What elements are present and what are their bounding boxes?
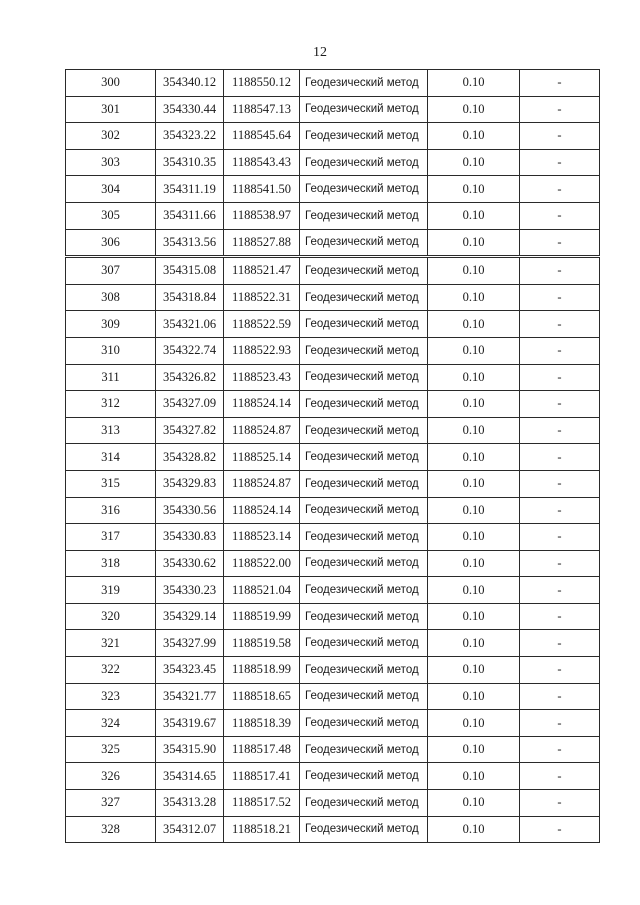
method-cell: Геодезический метод bbox=[300, 391, 428, 418]
method-cell: Геодезический метод bbox=[300, 816, 428, 843]
point-number-cell: 327 bbox=[66, 790, 156, 817]
method-cell: Геодезический метод bbox=[300, 683, 428, 710]
x-coordinate-cell: 354328.82 bbox=[156, 444, 224, 471]
note-cell: - bbox=[520, 417, 600, 444]
x-coordinate-cell: 354314.65 bbox=[156, 763, 224, 790]
precision-cell: 0.10 bbox=[428, 657, 520, 684]
y-coordinate-cell: 1188523.43 bbox=[224, 364, 300, 391]
point-number-cell: 302 bbox=[66, 123, 156, 150]
table-row bbox=[66, 311, 600, 338]
y-coordinate-cell: 1188521.47 bbox=[224, 257, 300, 285]
y-coordinate-cell: 1188518.65 bbox=[224, 683, 300, 710]
x-coordinate-cell: 354322.74 bbox=[156, 337, 224, 364]
precision-cell: 0.10 bbox=[428, 790, 520, 817]
note-cell: - bbox=[520, 202, 600, 229]
precision-cell: 0.10 bbox=[428, 149, 520, 176]
table-row bbox=[66, 683, 600, 710]
y-coordinate-cell: 1188517.48 bbox=[224, 736, 300, 763]
x-coordinate-cell: 354312.07 bbox=[156, 816, 224, 843]
table-row bbox=[66, 790, 600, 817]
precision-cell: 0.10 bbox=[428, 257, 520, 285]
point-number-cell: 307 bbox=[66, 257, 156, 285]
method-cell: Геодезический метод bbox=[300, 603, 428, 630]
method-cell: Геодезический метод bbox=[300, 657, 428, 684]
table-row bbox=[66, 763, 600, 790]
precision-cell: 0.10 bbox=[428, 577, 520, 604]
point-number-cell: 311 bbox=[66, 364, 156, 391]
note-cell: - bbox=[520, 149, 600, 176]
table-row bbox=[66, 257, 600, 285]
point-number-cell: 322 bbox=[66, 657, 156, 684]
table-row bbox=[66, 337, 600, 364]
x-coordinate-cell: 354321.06 bbox=[156, 311, 224, 338]
method-cell: Геодезический метод bbox=[300, 176, 428, 203]
x-coordinate-cell: 354330.83 bbox=[156, 524, 224, 551]
x-coordinate-cell: 354327.99 bbox=[156, 630, 224, 657]
table-row bbox=[66, 70, 600, 97]
precision-cell: 0.10 bbox=[428, 96, 520, 123]
x-coordinate-cell: 354319.67 bbox=[156, 710, 224, 737]
table-row bbox=[66, 710, 600, 737]
point-number-cell: 310 bbox=[66, 337, 156, 364]
point-number-cell: 321 bbox=[66, 630, 156, 657]
note-cell: - bbox=[520, 550, 600, 577]
method-cell: Геодезический метод bbox=[300, 417, 428, 444]
y-coordinate-cell: 1188522.31 bbox=[224, 284, 300, 311]
y-coordinate-cell: 1188527.88 bbox=[224, 229, 300, 257]
point-number-cell: 308 bbox=[66, 284, 156, 311]
note-cell: - bbox=[520, 311, 600, 338]
note-cell: - bbox=[520, 577, 600, 604]
note-cell: - bbox=[520, 444, 600, 471]
table-row bbox=[66, 550, 600, 577]
y-coordinate-cell: 1188519.58 bbox=[224, 630, 300, 657]
point-number-cell: 300 bbox=[66, 70, 156, 97]
x-coordinate-cell: 354330.62 bbox=[156, 550, 224, 577]
y-coordinate-cell: 1188523.14 bbox=[224, 524, 300, 551]
y-coordinate-cell: 1188538.97 bbox=[224, 202, 300, 229]
note-cell: - bbox=[520, 736, 600, 763]
note-cell: - bbox=[520, 524, 600, 551]
table-row bbox=[66, 364, 600, 391]
x-coordinate-cell: 354327.09 bbox=[156, 391, 224, 418]
method-cell: Геодезический метод bbox=[300, 202, 428, 229]
note-cell: - bbox=[520, 337, 600, 364]
method-cell: Геодезический метод bbox=[300, 577, 428, 604]
precision-cell: 0.10 bbox=[428, 763, 520, 790]
y-coordinate-cell: 1188543.43 bbox=[224, 149, 300, 176]
point-number-cell: 312 bbox=[66, 391, 156, 418]
note-cell: - bbox=[520, 176, 600, 203]
table-row bbox=[66, 736, 600, 763]
table-row bbox=[66, 176, 600, 203]
y-coordinate-cell: 1188524.14 bbox=[224, 391, 300, 418]
precision-cell: 0.10 bbox=[428, 176, 520, 203]
coordinates-table bbox=[65, 69, 600, 843]
method-cell: Геодезический метод bbox=[300, 550, 428, 577]
note-cell: - bbox=[520, 470, 600, 497]
x-coordinate-cell: 354318.84 bbox=[156, 284, 224, 311]
method-cell: Геодезический метод bbox=[300, 444, 428, 471]
table-row bbox=[66, 149, 600, 176]
table-row bbox=[66, 630, 600, 657]
note-cell: - bbox=[520, 657, 600, 684]
point-number-cell: 328 bbox=[66, 816, 156, 843]
method-cell: Геодезический метод bbox=[300, 763, 428, 790]
precision-cell: 0.10 bbox=[428, 70, 520, 97]
point-number-cell: 316 bbox=[66, 497, 156, 524]
x-coordinate-cell: 354310.35 bbox=[156, 149, 224, 176]
point-number-cell: 319 bbox=[66, 577, 156, 604]
method-cell: Геодезический метод bbox=[300, 736, 428, 763]
precision-cell: 0.10 bbox=[428, 710, 520, 737]
precision-cell: 0.10 bbox=[428, 470, 520, 497]
table-row bbox=[66, 816, 600, 843]
note-cell: - bbox=[520, 96, 600, 123]
y-coordinate-cell: 1188517.41 bbox=[224, 763, 300, 790]
note-cell: - bbox=[520, 710, 600, 737]
x-coordinate-cell: 354311.19 bbox=[156, 176, 224, 203]
precision-cell: 0.10 bbox=[428, 337, 520, 364]
precision-cell: 0.10 bbox=[428, 736, 520, 763]
note-cell: - bbox=[520, 683, 600, 710]
method-cell: Геодезический метод bbox=[300, 123, 428, 150]
precision-cell: 0.10 bbox=[428, 816, 520, 843]
point-number-cell: 304 bbox=[66, 176, 156, 203]
y-coordinate-cell: 1188524.87 bbox=[224, 417, 300, 444]
y-coordinate-cell: 1188522.59 bbox=[224, 311, 300, 338]
x-coordinate-cell: 354326.82 bbox=[156, 364, 224, 391]
table-row bbox=[66, 229, 600, 257]
method-cell: Геодезический метод bbox=[300, 70, 428, 97]
point-number-cell: 309 bbox=[66, 311, 156, 338]
precision-cell: 0.10 bbox=[428, 391, 520, 418]
table-row bbox=[66, 417, 600, 444]
method-cell: Геодезический метод bbox=[300, 229, 428, 257]
note-cell: - bbox=[520, 70, 600, 97]
y-coordinate-cell: 1188519.99 bbox=[224, 603, 300, 630]
x-coordinate-cell: 354313.56 bbox=[156, 229, 224, 257]
point-number-cell: 303 bbox=[66, 149, 156, 176]
point-number-cell: 301 bbox=[66, 96, 156, 123]
precision-cell: 0.10 bbox=[428, 550, 520, 577]
table-row bbox=[66, 497, 600, 524]
y-coordinate-cell: 1188524.87 bbox=[224, 470, 300, 497]
point-number-cell: 317 bbox=[66, 524, 156, 551]
y-coordinate-cell: 1188541.50 bbox=[224, 176, 300, 203]
method-cell: Геодезический метод bbox=[300, 497, 428, 524]
point-number-cell: 318 bbox=[66, 550, 156, 577]
y-coordinate-cell: 1188545.64 bbox=[224, 123, 300, 150]
precision-cell: 0.10 bbox=[428, 630, 520, 657]
table-row bbox=[66, 470, 600, 497]
y-coordinate-cell: 1188522.93 bbox=[224, 337, 300, 364]
point-number-cell: 323 bbox=[66, 683, 156, 710]
x-coordinate-cell: 354323.22 bbox=[156, 123, 224, 150]
x-coordinate-cell: 354330.44 bbox=[156, 96, 224, 123]
precision-cell: 0.10 bbox=[428, 444, 520, 471]
y-coordinate-cell: 1188518.21 bbox=[224, 816, 300, 843]
note-cell: - bbox=[520, 391, 600, 418]
x-coordinate-cell: 354311.66 bbox=[156, 202, 224, 229]
precision-cell: 0.10 bbox=[428, 524, 520, 551]
precision-cell: 0.10 bbox=[428, 497, 520, 524]
table-row bbox=[66, 284, 600, 311]
x-coordinate-cell: 354329.14 bbox=[156, 603, 224, 630]
method-cell: Геодезический метод bbox=[300, 96, 428, 123]
x-coordinate-cell: 354327.82 bbox=[156, 417, 224, 444]
method-cell: Геодезический метод bbox=[300, 710, 428, 737]
note-cell: - bbox=[520, 630, 600, 657]
table-row bbox=[66, 444, 600, 471]
precision-cell: 0.10 bbox=[428, 284, 520, 311]
note-cell: - bbox=[520, 364, 600, 391]
method-cell: Геодезический метод bbox=[300, 524, 428, 551]
method-cell: Геодезический метод bbox=[300, 311, 428, 338]
note-cell: - bbox=[520, 816, 600, 843]
precision-cell: 0.10 bbox=[428, 123, 520, 150]
x-coordinate-cell: 354330.56 bbox=[156, 497, 224, 524]
point-number-cell: 325 bbox=[66, 736, 156, 763]
table-row bbox=[66, 577, 600, 604]
method-cell: Геодезический метод bbox=[300, 364, 428, 391]
table-row bbox=[66, 123, 600, 150]
y-coordinate-cell: 1188518.39 bbox=[224, 710, 300, 737]
precision-cell: 0.10 bbox=[428, 311, 520, 338]
x-coordinate-cell: 354329.83 bbox=[156, 470, 224, 497]
note-cell: - bbox=[520, 123, 600, 150]
table-row bbox=[66, 202, 600, 229]
precision-cell: 0.10 bbox=[428, 603, 520, 630]
method-cell: Геодезический метод bbox=[300, 630, 428, 657]
note-cell: - bbox=[520, 284, 600, 311]
note-cell: - bbox=[520, 790, 600, 817]
table-row bbox=[66, 657, 600, 684]
note-cell: - bbox=[520, 603, 600, 630]
x-coordinate-cell: 354315.90 bbox=[156, 736, 224, 763]
note-cell: - bbox=[520, 257, 600, 285]
method-cell: Геодезический метод bbox=[300, 470, 428, 497]
table-row bbox=[66, 524, 600, 551]
note-cell: - bbox=[520, 497, 600, 524]
point-number-cell: 324 bbox=[66, 710, 156, 737]
precision-cell: 0.10 bbox=[428, 364, 520, 391]
point-number-cell: 315 bbox=[66, 470, 156, 497]
method-cell: Геодезический метод bbox=[300, 337, 428, 364]
precision-cell: 0.10 bbox=[428, 683, 520, 710]
point-number-cell: 306 bbox=[66, 229, 156, 257]
x-coordinate-cell: 354321.77 bbox=[156, 683, 224, 710]
y-coordinate-cell: 1188525.14 bbox=[224, 444, 300, 471]
y-coordinate-cell: 1188550.12 bbox=[224, 70, 300, 97]
y-coordinate-cell: 1188517.52 bbox=[224, 790, 300, 817]
point-number-cell: 305 bbox=[66, 202, 156, 229]
y-coordinate-cell: 1188521.04 bbox=[224, 577, 300, 604]
y-coordinate-cell: 1188547.13 bbox=[224, 96, 300, 123]
method-cell: Геодезический метод bbox=[300, 790, 428, 817]
y-coordinate-cell: 1188518.99 bbox=[224, 657, 300, 684]
y-coordinate-cell: 1188524.14 bbox=[224, 497, 300, 524]
x-coordinate-cell: 354340.12 bbox=[156, 70, 224, 97]
note-cell: - bbox=[520, 229, 600, 257]
coordinates-table-body bbox=[66, 70, 600, 843]
point-number-cell: 313 bbox=[66, 417, 156, 444]
table-row bbox=[66, 391, 600, 418]
method-cell: Геодезический метод bbox=[300, 284, 428, 311]
precision-cell: 0.10 bbox=[428, 417, 520, 444]
precision-cell: 0.10 bbox=[428, 229, 520, 257]
y-coordinate-cell: 1188522.00 bbox=[224, 550, 300, 577]
method-cell: Геодезический метод bbox=[300, 257, 428, 285]
table-row bbox=[66, 603, 600, 630]
point-number-cell: 326 bbox=[66, 763, 156, 790]
precision-cell: 0.10 bbox=[428, 202, 520, 229]
note-cell: - bbox=[520, 763, 600, 790]
page-number: 12 bbox=[313, 45, 327, 60]
x-coordinate-cell: 354315.08 bbox=[156, 257, 224, 285]
point-number-cell: 320 bbox=[66, 603, 156, 630]
point-number-cell: 314 bbox=[66, 444, 156, 471]
table-row bbox=[66, 96, 600, 123]
x-coordinate-cell: 354323.45 bbox=[156, 657, 224, 684]
x-coordinate-cell: 354313.28 bbox=[156, 790, 224, 817]
x-coordinate-cell: 354330.23 bbox=[156, 577, 224, 604]
method-cell: Геодезический метод bbox=[300, 149, 428, 176]
